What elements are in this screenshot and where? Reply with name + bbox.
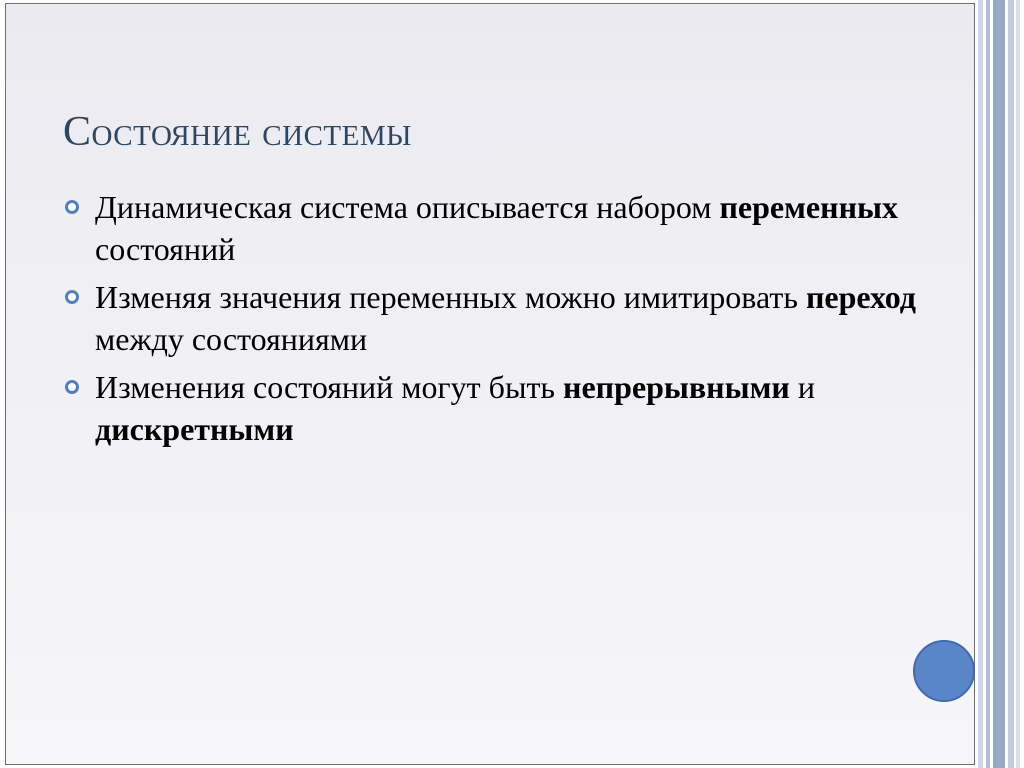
bullet-text bbox=[95, 279, 916, 357]
decor-stripe bbox=[978, 0, 983, 768]
circle-nav-button[interactable] bbox=[913, 640, 975, 702]
bullet-item bbox=[63, 366, 943, 450]
bullet-item bbox=[63, 186, 943, 270]
bullet-text-bold: непрерывными bbox=[563, 369, 790, 405]
slide-title: Состояние системы bbox=[63, 109, 412, 155]
bullet-text-bold: переход bbox=[805, 279, 916, 315]
bullet-text-part: состояний bbox=[95, 231, 236, 267]
bullet-text-part: и bbox=[789, 369, 815, 405]
bullet-item bbox=[63, 276, 943, 360]
bullet-text-part: Изменяя значения переменных можно имитировать bbox=[95, 279, 806, 315]
bullet-text bbox=[95, 369, 815, 447]
decor-stripe bbox=[986, 0, 990, 768]
ring-bullet-icon bbox=[65, 380, 79, 394]
bullet-text-part: между состояниями bbox=[95, 321, 368, 357]
decor-stripe bbox=[993, 0, 1005, 768]
bullet-list bbox=[63, 186, 943, 456]
decor-stripe bbox=[1016, 0, 1020, 768]
bullet-text-bold: дискретными bbox=[95, 411, 294, 447]
bullet-text-part: Изменения состояний могут быть bbox=[95, 369, 564, 405]
decor-stripe bbox=[1008, 0, 1014, 768]
bullet-text-part: Динамическая система описывается набором bbox=[95, 189, 720, 225]
ring-bullet-icon bbox=[65, 200, 79, 214]
bullet-text-bold: переменных bbox=[719, 189, 898, 225]
bullet-text bbox=[95, 189, 898, 267]
ring-bullet-icon bbox=[65, 290, 79, 304]
